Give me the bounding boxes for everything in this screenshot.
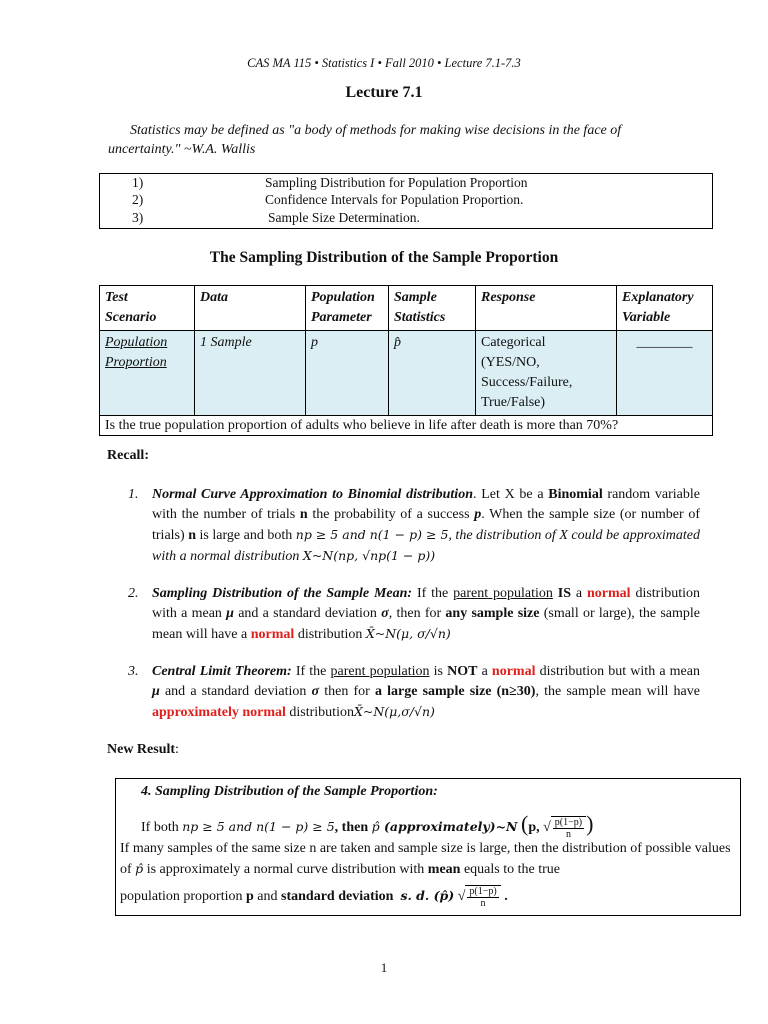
cell-explanatory: ________	[617, 331, 713, 416]
page-number: 1	[380, 960, 388, 975]
item-body: Sampling Distribution of the Sample Mean: If the parent population IS a normal distribution with a mean μ and a standard deviation σ, then for any sample size (small or large), the sample mean will have a normal distribution X̄~N(μ, σ/√n)	[152, 586, 701, 642]
result-condition: If both np ≥ 5 and n(1 − p) ≥ 5, then p̂ (approximately)~N (p, √ $\frac{p(1-p)}{n}$ )	[141, 811, 594, 840]
header-explanatory-variable: Explanatory Variable	[617, 286, 713, 331]
cell-parameter: p	[306, 331, 389, 416]
quote-line-2: uncertainty." ~W.A. Wallis	[108, 142, 256, 157]
header-data: Data	[195, 286, 306, 331]
cell-scenario: Population Proportion	[100, 331, 195, 416]
outline-item	[100, 175, 712, 192]
scenario-table	[99, 285, 713, 436]
outline-number: 1)	[132, 175, 144, 190]
outline-text: Sample Size Determination.	[268, 210, 420, 225]
item-number: 3.	[128, 664, 139, 679]
recall-label: Recall:	[107, 448, 149, 463]
opening-quote	[108, 121, 668, 159]
outline-number: 2)	[132, 192, 144, 207]
outline-box	[99, 173, 713, 229]
outline-item	[100, 192, 712, 209]
table-question-row	[100, 416, 713, 436]
quote-line-1: Statistics may be defined as "a body of methods for making wise decisions in the face of	[130, 123, 622, 138]
new-result-label: New Result:	[107, 742, 179, 757]
item-number: 1.	[128, 487, 139, 502]
item-number: 2.	[128, 586, 139, 601]
recall-item-3	[130, 662, 700, 723]
outline-text: Confidence Intervals for Population Proportion.	[265, 192, 524, 207]
header-response: Response	[476, 286, 617, 331]
item-body: Central Limit Theorem: If the parent population is NOT a normal distribution but with a mean μ and a standard deviation σ then for a large sample size (n≥30), the sample mean will have approximately normal distributionX̄~N(μ,σ/√n)	[152, 664, 700, 720]
cell-statistic: p̂	[389, 331, 476, 416]
outline-item	[100, 210, 712, 227]
result-last-line: population proportion p and standard deviation s. d. (p̂) √ $\frac{p(1-p)}{n}$ .	[120, 886, 508, 909]
document-header: CAS MA 115 • Statistics I • Fall 2010 • Lecture 7.1-7.3	[247, 56, 521, 70]
recall-item-1	[130, 485, 700, 567]
outline-number: 3)	[132, 210, 144, 225]
item-body: Normal Curve Approximation to Binomial distribution. Let X be a Binomial random variable with the number of trials n the probability of a success p. When the sample size (or number of trials) n is large and both np ≥ 5 and n(1 − p) ≥ 5, the distribution of X could be approximated with a normal distribution X~N(np, √np(1 − p))	[152, 487, 701, 564]
cell-data: 1 Sample	[195, 331, 306, 416]
result-title: 4. Sampling Distribution of the Sample Proportion:	[141, 784, 438, 799]
header-test-scenario: Test Scenario	[100, 286, 195, 331]
result-box	[115, 778, 741, 916]
header-sample-statistics: Sample Statistics	[389, 286, 476, 331]
outline-text: Sampling Distribution for Population Proportion	[265, 175, 528, 190]
table-header-row	[100, 286, 713, 331]
recall-item-2	[130, 584, 700, 645]
cell-response: Categorical (YES/NO, Success/Failure, True/False)	[476, 331, 617, 416]
cell-question: Is the true population proportion of adults who believe in life after death is more than 70%?	[100, 416, 713, 436]
lecture-title: Lecture 7.1	[345, 84, 423, 101]
header-population-parameter: Population Parameter	[306, 286, 389, 331]
table-row	[100, 331, 713, 416]
section-title: The Sampling Distribution of the Sample Proportion	[209, 249, 559, 266]
result-paragraph: If many samples of the same size n are taken and sample size is large, then the distribution of possible values of p̂ is approximately a normal curve distribution with mean equals to the true	[120, 841, 731, 877]
